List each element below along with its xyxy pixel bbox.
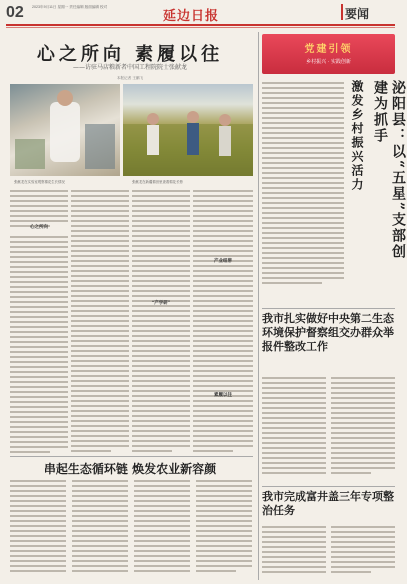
right-headline-1: 我市扎实做好中央第二生态环境保护督察组交办群众举报件整改工作 [262,312,394,353]
feature2-body [10,478,253,578]
feature-photo-field [123,84,253,176]
issue-info: 2023年9月11日 星期一 责任编辑 版面编辑 校对 [32,5,108,9]
subhead-4: 素履以往 [214,393,232,398]
vertical-headline-main: 泌阳县：以“五星”支部创建为抓手 [372,80,406,261]
page-number: 02 [6,4,24,21]
field-scene-image [123,84,253,176]
right-article-body-2 [262,375,395,483]
banner-title: 党建引领 [304,44,353,55]
article-column-3 [132,188,190,456]
right-article-body-3 [262,524,395,580]
column-divider [258,32,259,580]
subhead-1: 心之所向 [30,225,48,230]
vertical-headline-sub: 激发乡村振兴活力 [350,80,364,192]
right-article-body [262,80,344,290]
right-divider-2 [262,486,395,487]
article-column-4 [193,188,253,456]
photo1-caption: 张献龙在实验室观察棉花生长情况 [14,180,65,184]
page-header [0,0,401,32]
feature-subtitle: ——访驻马店粮新者中国工程院院士张献龙 [72,64,187,71]
header-rule-thin [6,27,395,28]
subhead-3: 产业纽带 [214,259,232,264]
article-column-2 [71,188,129,456]
banner-subtitle: 乡村振兴 · 实践创新 [306,59,351,65]
photo2-caption: 张献龙在新疆棉田里查看棉花长势 [132,180,183,184]
subhead-2: “产学研” [151,301,171,306]
section-divider [10,456,253,457]
section-name: 要闻 [345,7,370,21]
feature2-title: 串起生态循环链 焕发农业新容颜 [43,462,217,476]
right-divider-1 [262,308,395,309]
header-rule [6,24,395,26]
masthead: 延边日报 [163,9,220,24]
feature-title: 心之所向 素履以往 [36,44,224,65]
feature-byline: 本报记者 王鹏飞 [116,76,144,80]
right-headline-2: 我市完成富井盖三年专项整治任务 [262,490,394,517]
feature-photo-lab [10,84,120,176]
section-marker [341,4,343,20]
lab-scene-image [10,84,120,176]
